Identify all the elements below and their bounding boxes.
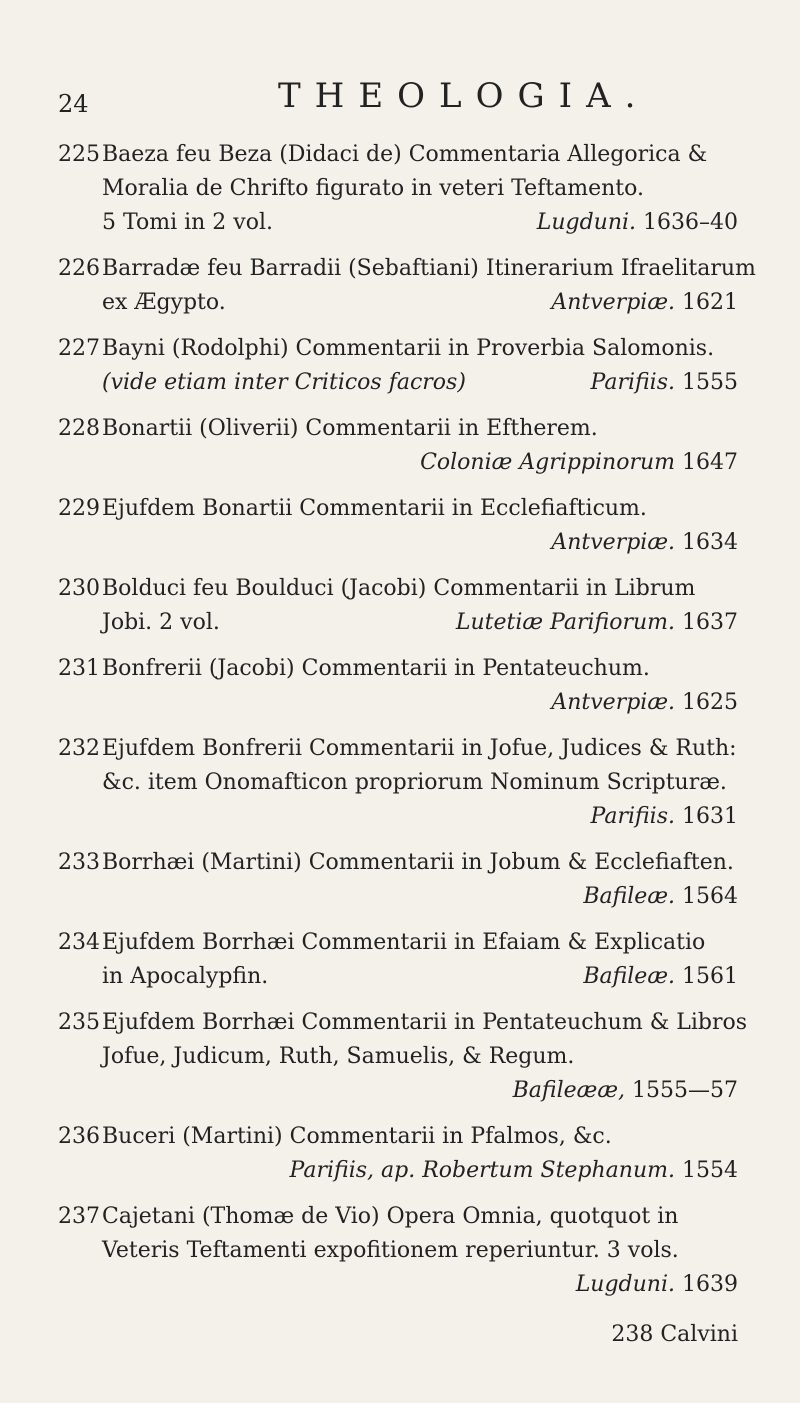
entry-line	[0, 138, 800, 172]
entry-text: Bonartii (Oliverii) Commentarii in Eftherem.	[102, 416, 598, 441]
imprint-place: Antverpiæ.	[551, 690, 675, 715]
entry-line	[0, 1074, 800, 1108]
entry-number: 232	[58, 736, 100, 761]
entry-text: Bonfrerii (Jacobi) Commentarii in Pentateuchum.	[102, 656, 650, 681]
imprint-year: 1555	[682, 370, 738, 395]
catalogue-entry	[0, 846, 800, 914]
imprint-year: 1621	[682, 290, 738, 315]
catalogue-entries	[0, 138, 800, 1314]
entry-line	[0, 286, 800, 320]
imprint	[290, 1154, 738, 1188]
entry-number: 236	[58, 1124, 100, 1149]
entry-text: Jobi. 2 vol.	[102, 610, 220, 635]
catalogue-entry	[0, 138, 800, 240]
imprint-place: Bafileææ,	[512, 1078, 626, 1103]
entry-text: Cajetani (Thomæ de Vio) Opera Omnia, quotquot in	[102, 1204, 679, 1229]
catalogue-entry	[0, 1006, 800, 1108]
entry-text: Ejufdem Borrhæi Commentarii in Pentateuchum & Libros	[102, 1010, 748, 1035]
entry-text: &c. item Onomafticon propriorum Nominum Scripturæ.	[102, 770, 727, 795]
entry-text: Borrhæi (Martini) Commentarii in Jobum & Ecclefiaften.	[102, 850, 734, 875]
imprint-year: 1634	[682, 530, 738, 555]
imprint	[551, 526, 738, 560]
entry-line	[0, 172, 800, 206]
entry-line	[0, 606, 800, 640]
entry-number: 228	[58, 416, 100, 441]
entry-text: Ejufdem Borrhæi Commentarii in Efaiam & Explicatio	[102, 930, 706, 955]
entry-text: Ejufdem Bonartii Commentarii in Ecclefiafticum.	[102, 496, 647, 521]
entry-text: ex Ægypto.	[102, 290, 226, 315]
entry-text: Barradæ feu Barradii (Sebaftiani) Itinerarium Ifraelitarum	[102, 256, 756, 281]
imprint	[551, 286, 738, 320]
imprint-place: Parifiis.	[590, 370, 675, 395]
entry-line	[0, 960, 800, 994]
entry-line	[0, 1268, 800, 1302]
entry-line	[0, 652, 800, 686]
imprint-place: Antverpiæ.	[551, 530, 675, 555]
entry-text: Bayni (Rodolphi) Commentarii in Proverbia Salomonis.	[102, 336, 715, 361]
entry-line	[0, 1154, 800, 1188]
entry-text: Veteris Teftamenti expofitionem reperiuntur. 3 vols.	[102, 1238, 679, 1263]
entry-line	[0, 1200, 800, 1234]
entry-line	[0, 526, 800, 560]
entry-line	[0, 880, 800, 914]
entry-line	[0, 412, 800, 446]
catalogue-entry	[0, 732, 800, 834]
entry-number: 225	[58, 142, 100, 167]
imprint	[551, 686, 738, 720]
entry-line	[0, 766, 800, 800]
entry-line	[0, 446, 800, 480]
imprint	[583, 880, 738, 914]
imprint-place: Lugduni.	[536, 210, 637, 235]
entry-line	[0, 686, 800, 720]
entry-line	[0, 732, 800, 766]
imprint	[420, 446, 738, 480]
imprint-year: 1637	[682, 610, 738, 635]
imprint-year: 1625	[682, 690, 738, 715]
entry-number: 227	[58, 336, 100, 361]
imprint	[537, 206, 738, 240]
catalogue-entry	[0, 332, 800, 400]
catchword: 238 Calvini	[611, 1322, 738, 1347]
entry-line	[0, 332, 800, 366]
entry-text: Ejufdem Bonfrerii Commentarii in Jofue, Judices & Ruth:	[102, 736, 737, 761]
imprint-year: 1636–40	[643, 210, 738, 235]
imprint-place: Lugduni.	[575, 1272, 675, 1297]
imprint-year: 1647	[682, 450, 738, 475]
imprint-year: 1631	[682, 804, 738, 829]
entry-number: 237	[58, 1204, 100, 1229]
imprint-year: 1564	[682, 884, 738, 909]
imprint-year: 1639	[682, 1272, 738, 1297]
page-header	[0, 72, 800, 118]
entry-text: in Apocalypfin.	[102, 964, 269, 989]
running-title: THEOLOGIA.	[278, 76, 650, 116]
imprint-place: Bafileæ.	[583, 964, 675, 989]
entry-line	[0, 1120, 800, 1154]
catalogue-entry	[0, 412, 800, 480]
catalogue-entry	[0, 652, 800, 720]
entry-number: 235	[58, 1010, 100, 1035]
entry-line	[0, 366, 800, 400]
entry-text: Jofue, Judicum, Ruth, Samuelis, & Regum.	[102, 1044, 575, 1069]
entry-number: 231	[58, 656, 100, 681]
entry-number: 230	[58, 576, 100, 601]
entry-line	[0, 206, 800, 240]
entry-text: 5 Tomi in 2 vol.	[102, 210, 273, 235]
imprint	[591, 800, 738, 834]
imprint-year: 1554	[682, 1158, 738, 1183]
catalogue-entry	[0, 1120, 800, 1188]
imprint-place: Parifiis, ap. Robertum Stephanum.	[289, 1158, 675, 1183]
entry-line	[0, 1234, 800, 1268]
imprint	[576, 1268, 738, 1302]
entry-number: 226	[58, 256, 100, 281]
entry-line	[0, 492, 800, 526]
imprint	[456, 606, 738, 640]
entry-line	[0, 252, 800, 286]
imprint-year: 1561	[682, 964, 738, 989]
imprint-place: Coloniæ Agrippinorum	[420, 450, 675, 475]
imprint	[583, 960, 738, 994]
imprint	[591, 366, 738, 400]
imprint-place: Lutetiæ Parifiorum.	[455, 610, 675, 635]
entry-text: Moralia de Chrifto figurato in veteri Teftamento.	[102, 176, 644, 201]
catalogue-entry	[0, 926, 800, 994]
entry-text: Bolduci feu Boulduci (Jacobi) Commentarii in Librum	[102, 576, 696, 601]
entry-line	[0, 1040, 800, 1074]
catalogue-entry	[0, 252, 800, 320]
catalogue-entry	[0, 492, 800, 560]
imprint-place: Antverpiæ.	[551, 290, 675, 315]
entry-line	[0, 926, 800, 960]
entry-line	[0, 846, 800, 880]
page-number: 24	[58, 90, 89, 118]
entry-line	[0, 800, 800, 834]
entry-line	[0, 1006, 800, 1040]
catalogue-entry	[0, 1200, 800, 1302]
imprint-place: Parifiis.	[590, 804, 675, 829]
entry-number: 229	[58, 496, 100, 521]
entry-text: (vide etiam inter Criticos facros)	[102, 370, 466, 395]
imprint-year: 1555—57	[632, 1078, 738, 1103]
entry-text: Baeza feu Beza (Didaci de) Commentaria Allegorica &	[102, 142, 708, 167]
entry-number: 234	[58, 930, 100, 955]
imprint-place: Bafileæ.	[583, 884, 675, 909]
entry-text: Buceri (Martini) Commentarii in Pfalmos, &c.	[102, 1124, 612, 1149]
catalogue-entry	[0, 572, 800, 640]
entry-line	[0, 572, 800, 606]
imprint	[513, 1074, 738, 1108]
entry-number: 233	[58, 850, 100, 875]
